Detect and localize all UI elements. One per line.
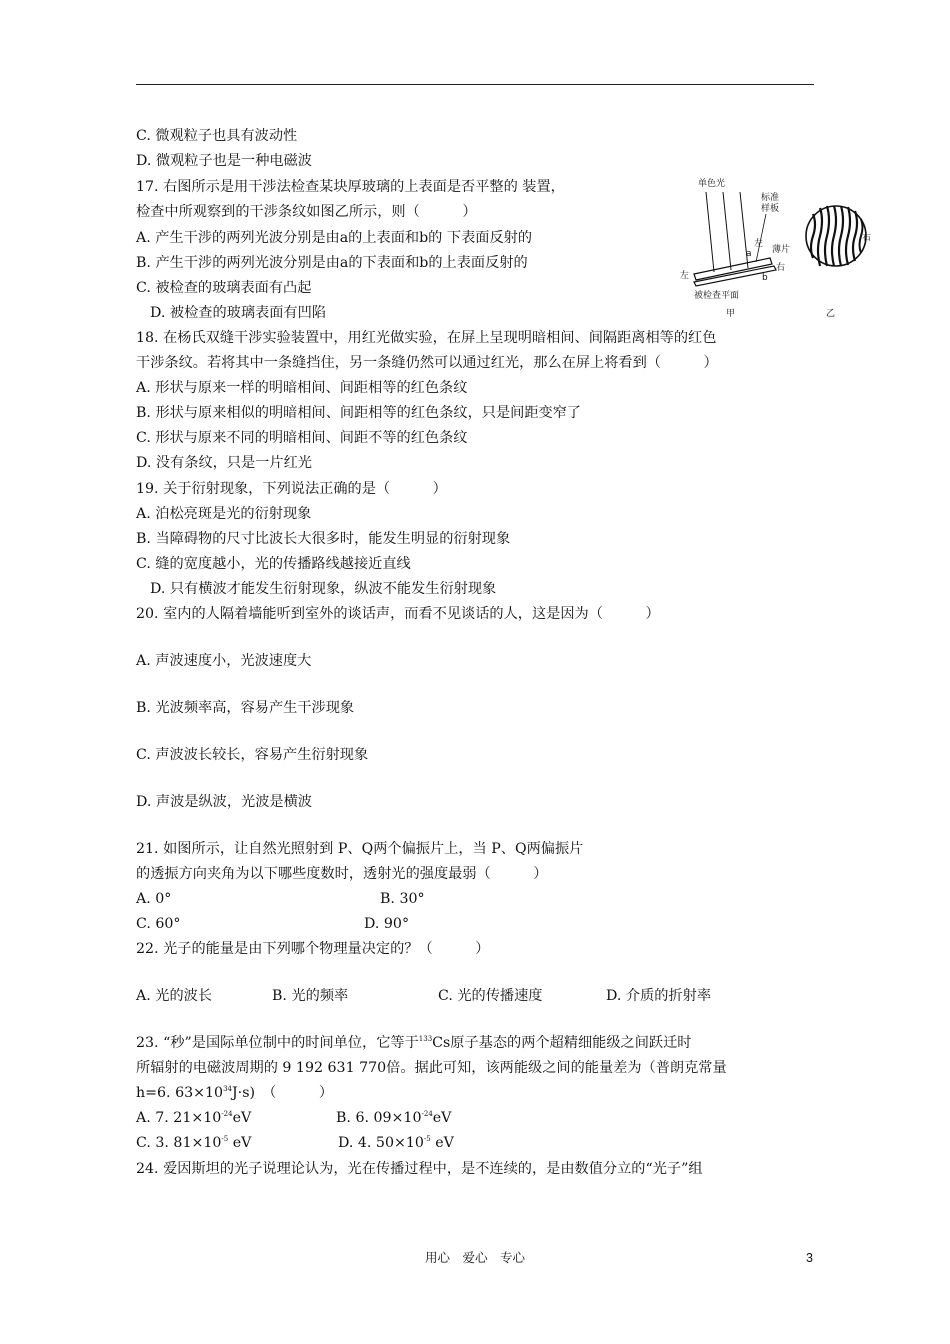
question-23-stem-2: 所辐射的电磁波周期的 9 192 631 770倍。据此可知，该两能级之间的能量差为（普朗克常量: [136, 1060, 727, 1076]
question-21-option-b: B. 30°: [380, 891, 425, 907]
light-label: 单色光: [698, 179, 726, 189]
standard-label-2: 样板: [761, 204, 780, 214]
option-d-line: D. 微观粒子也是一种电磁波: [136, 153, 312, 169]
page-number: 3: [806, 1251, 813, 1265]
question-18-stem-1: 18. 在杨氏双缝干涉实验装置中，用红光做实验，在屏上呈现明暗相间、间隔距离相等的红色: [136, 330, 717, 346]
question-17-option-a: A. 产生干涉的两列光波分别是由a的上表面和b的 下表面反射的: [136, 230, 533, 246]
question-23-option-a: A. 7. $21\times 10^{-24}eV$: [136, 1110, 252, 1126]
question-18-option-a: A. 形状与原来一样的明暗相间、间距相等的红色条纹: [136, 380, 468, 396]
question-18-option-d: D. 没有条纹，只是一片红光: [136, 455, 312, 471]
question-22-stem: 22. 光子的能量是由下列哪个物理量决定的？（ ）: [136, 941, 490, 957]
option-c-line: C. 微观粒子也具有波动性: [136, 128, 298, 144]
question-18-option-c: C. 形状与原来不同的明暗相间、间距不等的红色条纹: [136, 430, 468, 446]
question-23-option-d: D. 4. $50\times 10^{-5}$ eV: [338, 1135, 454, 1151]
question-19-option-c: C. 缝的宽度越小，光的传播路线越接近直线: [136, 556, 411, 572]
header-rule: [136, 84, 814, 85]
question-17-option-d: D. 被检查的玻璃表面有凹陷: [150, 305, 326, 321]
question-23-option-b: B. 6. $09\times 10^{-24}eV$: [336, 1110, 452, 1126]
question-21-stem-2: 的透振方向夹角为以下哪些度数时，透射光的强度最弱（ ）: [136, 866, 548, 882]
question-18-option-b: B. 形状与原来相似的明暗相间、间距相等的红色条纹，只是间距变窄了: [136, 405, 582, 421]
question-23-stem-3: h=6. $63\times 10^{34}J\cdot s$) （ ）: [136, 1085, 334, 1101]
question-19-option-a: A. 泊松亮斑是光的衍射现象: [136, 506, 312, 522]
plane-label: 被检查平面: [694, 291, 740, 301]
question-19-option-d: D. 只有横波才能发生衍射现象，纵波不能发生衍射现象: [150, 581, 497, 597]
question-21-stem-1: 21. 如图所示，让自然光照射到 P、Q两个偏振片上，当 P、Q两偏振片: [136, 841, 584, 857]
zuo-label: 左: [754, 239, 764, 249]
question-22-option-b: B. 光的频率: [272, 988, 349, 1004]
question-20-option-a: A. 声波速度小，光波速度大: [136, 653, 312, 669]
question-20-stem: 20. 室内的人隔着墙能听到室外的谈话声，而看不见谈话的人，这是因为（ ）: [136, 606, 660, 622]
question-21-option-a: A. 0°: [136, 891, 172, 907]
b-label: b: [762, 273, 768, 283]
left-label: 左: [680, 271, 690, 281]
jia-label: 甲: [726, 309, 736, 319]
question-17-option-c: C. 被检查的玻璃表面有凸起: [136, 280, 312, 296]
question-22-option-c: C. 光的传播速度: [438, 988, 543, 1004]
question-17-stem-1: 17. 右图所示是用干涉法检查某块厚玻璃的上表面是否平整的 装置，: [136, 179, 565, 195]
question-20-option-d: D. 声波是纵波，光波是横波: [136, 794, 312, 810]
question-19-stem: 19. 关于衍射现象，下列说法正确的是（ ）: [136, 481, 447, 497]
question-23-stem-1: 23. “秒”是国际单位制中的时间单位，它等于$^{133}$Cs原子基态的两个超精细能级之间跃迁时: [136, 1035, 692, 1051]
question-21-option-d: D. 90°: [364, 916, 410, 932]
question-18-stem-2: 干涉条纹。若将其中一条缝挡住，另一条缝仍然可以通过红光，那么在屏上将看到（ ）: [136, 355, 718, 371]
right-label: 右: [776, 263, 786, 273]
question-24-stem: 24. 爱因斯坦的光子说理论认为，光在传播过程中，是不连续的，是由数值分立的“光子”组: [136, 1161, 703, 1177]
yi-label: 乙: [826, 309, 836, 319]
question-20-option-c: C. 声波波长较长，容易产生衍射现象: [136, 747, 369, 763]
standard-label-1: 标准: [761, 193, 780, 203]
question-20-option-b: B. 光波频率高，容易产生干涉现象: [136, 700, 355, 716]
question-17-stem-2: 检查中所观察到的干涉条纹如图乙所示，则（ ）: [136, 204, 477, 220]
right-label-2: 右: [862, 233, 872, 243]
question-21-option-c: C. 60°: [136, 916, 181, 932]
interference-figure: [676, 174, 876, 324]
question-17-option-b: B. 产生干涉的两列光波分别是由a的下表面和b的上表面反射的: [136, 255, 528, 271]
question-19-option-b: B. 当障碍物的尺寸比波长大很多时，能发生明显的衍射现象: [136, 531, 511, 547]
question-22-option-d: D. 介质的折射率: [606, 988, 712, 1004]
question-23-option-c: C. 3. $81\times 10^{-5}$ eV: [136, 1135, 252, 1151]
page-footer: 用心 爱心 专心: [424, 1250, 525, 1265]
question-22-option-a: A. 光的波长: [136, 988, 213, 1004]
thin-label: 薄片: [772, 245, 791, 255]
fringe-circle: [806, 206, 866, 266]
a-label: a: [746, 249, 752, 259]
